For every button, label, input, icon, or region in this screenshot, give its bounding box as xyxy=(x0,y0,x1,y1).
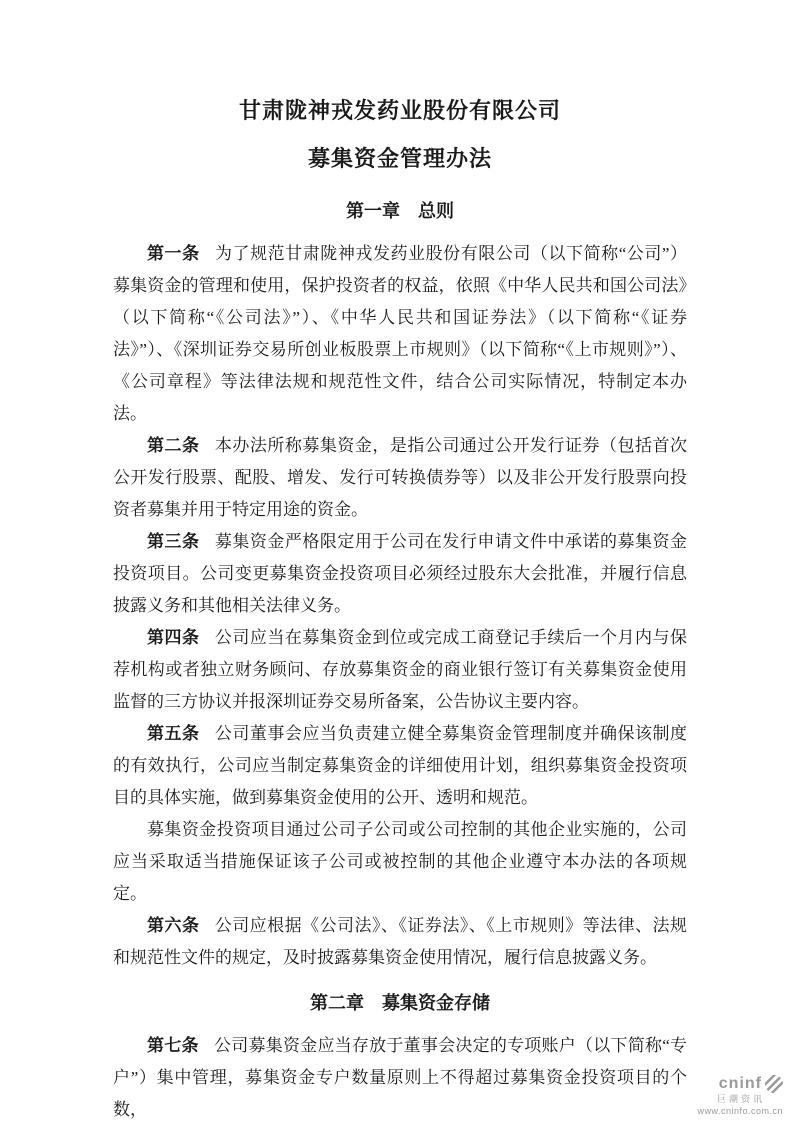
article-5-continuation xyxy=(113,814,687,910)
article-4-number: 第四条 xyxy=(147,628,200,647)
article-2-text: 本办法所称募集资金，是指公司通过公开发行证券（包括首次公开发行股票、配股、增发、发行可转换债券等）以及非公开发行股票向投资者募集并用于特定用途的资金。 xyxy=(113,436,688,519)
cninfo-logo-row xyxy=(697,1075,783,1093)
article-6-text: 公司应根据《公司法》、《证券法》、《上市规则》等法律、法规和规范性文件的规定，及时披露募集资金使用情况，履行信息披露义务。 xyxy=(113,916,688,967)
article-3-text: 募集资金严格限定用于公司在发行申请文件中承诺的募集资金投资项目。公司变更募集资金投资项目必须经过股东大会批准，并履行信息披露义务和其他相关法律义务。 xyxy=(113,532,688,615)
article-3-number: 第三条 xyxy=(147,532,200,551)
article-5-text: 公司董事会应当负责建立健全募集资金管理制度并确保该制度的有效执行，公司应当制定募集资金的详细使用计划，组织募集资金投资项目的具体实施，做到募集资金使用的公开、透明和规范。 xyxy=(113,724,688,807)
cninfo-swirl-icon xyxy=(765,1075,783,1093)
article-1 xyxy=(113,238,687,430)
article-5-number: 第五条 xyxy=(147,724,200,743)
article-6-number: 第六条 xyxy=(147,916,200,935)
article-4-text: 公司应当在募集资金到位或完成工商登记手续后一个月内与保荐机构或者独立财务顾问、存放募集资金的商业银行签订有关募集资金使用监督的三方协议并报深圳证券交易所备案，公告协议主要内容。 xyxy=(113,628,688,711)
article-5 xyxy=(113,718,687,814)
cninfo-logo xyxy=(697,1075,783,1116)
article-3 xyxy=(113,526,687,622)
article-6 xyxy=(113,910,687,974)
document-title: 甘肃陇神戎发药业股份有限公司 xyxy=(238,98,561,123)
chapter-1-heading: 第一章 总则 xyxy=(346,201,454,221)
article-1-number: 第一条 xyxy=(147,244,200,263)
article-7-text: 公司募集资金应当存放于董事会决定的专项账户（以下简称“专户”）集中管理，募集资金专户数量原则上不得超过募集资金投资项目的个数， xyxy=(113,1036,688,1119)
cninfo-website: www.cninfo.com.cn xyxy=(697,1105,783,1116)
cninfo-chinese-name: 巨潮资讯 xyxy=(716,1094,765,1105)
article-7-number: 第七条 xyxy=(147,1036,199,1055)
chapter-2-heading: 第二章 募集资金存储 xyxy=(310,993,490,1013)
cninfo-brand-text: cninf xyxy=(718,1074,762,1092)
article-1-text: 为了规范甘肃陇神戎发药业股份有限公司（以下简称“公司”）募集资金的管理和使用，保护投资者的权益，依照《中华人民共和国公司法》（以下简称“《公司法》”）、《中华人民共和国证券法》（以下简称“《证券法》”）、《深圳证券交易所创业板股票上市规则》（以下简称“《上市规则》”）、《公司章程》等法律法规和规范性文件，结合公司实际情况，特制定本办法。 xyxy=(113,244,688,423)
article-5-continuation-text: 募集资金投资项目通过公司子公司或公司控制的其他企业实施的，公司应当采取适当措施保证该子公司或被控制的其他企业遵守本办法的各项规定。 xyxy=(113,820,687,903)
article-2 xyxy=(113,430,687,526)
article-4 xyxy=(113,622,687,718)
document-subtitle: 募集资金管理办法 xyxy=(307,146,492,171)
article-7 xyxy=(113,1030,687,1122)
article-2-number: 第二条 xyxy=(147,436,200,455)
